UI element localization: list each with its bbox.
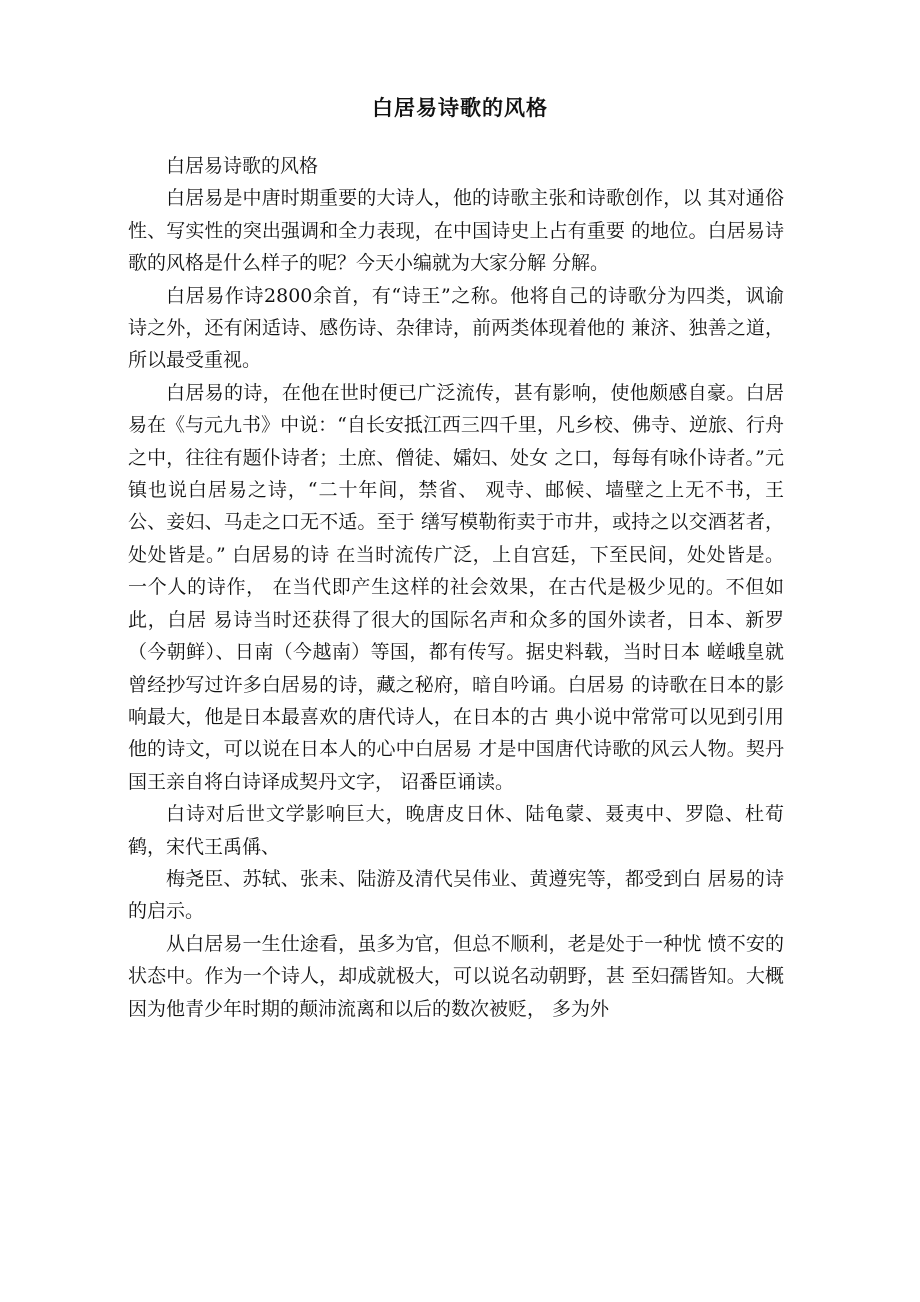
paragraph: 白诗对后世文学影响巨大，晚唐皮日休、陆龟蒙、聂夷中、罗隐、杜荀鹤，宋代王禹偁、 — [128, 803, 784, 858]
paragraph: 白居易的诗，在他在世时便已广泛流传，甚有影响，使他颇感自豪。白居易在《与元九书》中说：“自长安抵江西三四千里，凡乡校、佛寺、逆旅、行舟之中，往往有题仆诗者；土庶、僧徒、孀妇、处女 之口，每每有咏仆诗者。”元镇也说白居易之诗，“二十年间，禁省、 观寺、邮候、墙壁之上无不书，王公、妾妇、马走之口无不适。至于 缮写模勒衔卖于市井，或持之以交酒茗者，处处皆是。” 白居易的诗 在当时流传广泛，上自宫廷，下至民间，处处皆是。一个人的诗作， 在当代即产生这样的社会效果，在古代是极少见的。不但如此，白居 易诗当时还获得了很大的国际名声和众多的国外读者，日本、新罗 （今朝鲜）、日南（今越南）等国，都有传写。据史料载，当时日本 嵯峨皇就曾经抄写过许多白居易的诗，藏之秘府，暗自吟诵。白居易 的诗歌在日本的影响最大，他是日本最喜欢的唐代诗人，在日本的古 典小说中常常可以见到引用他的诗文，可以说在日本人的心中白居易 才是中国唐代诗歌的风云人物。契丹国王亲自将白诗译成契丹文字， 诏番臣诵读。 — [128, 381, 784, 793]
document-title: 白居易诗歌的风格 — [372, 96, 548, 120]
document-body — [128, 150, 784, 1025]
paragraph: 白居易诗歌的风格 — [166, 155, 319, 177]
paragraph: 白居易是中唐时期重要的大诗人，他的诗歌主张和诗歌创作，以 其对通俗性、写实性的突出强调和全力表现，在中国诗史上占有重要 的地位。白居易诗歌的风格是什么样子的呢？今天小编就为大家分解 分解。 — [128, 187, 784, 275]
paragraph: 梅尧臣、苏轼、张耒、陆游及清代吴伟业、黄遵宪等，都受到白 居易的诗的启示。 — [128, 867, 784, 923]
paragraph: 白居易作诗2800余首，有“诗王”之称。他将自己的诗歌分为四类，讽谕诗之外，还有闲适诗、感伤诗、杂律诗，前两类体现着他的 兼济、独善之道，所以最受重视。 — [128, 284, 784, 372]
paragraph: 从白居易一生仕途看，虽多为官，但总不顺利，老是处于一种忧 愤不安的状态中。作为一个诗人，却成就极大，可以说名动朝野，甚 至妇孺皆知。大概因为他青少年时期的颠沛流离和以后的数次被贬， 多为外 — [128, 932, 784, 1020]
